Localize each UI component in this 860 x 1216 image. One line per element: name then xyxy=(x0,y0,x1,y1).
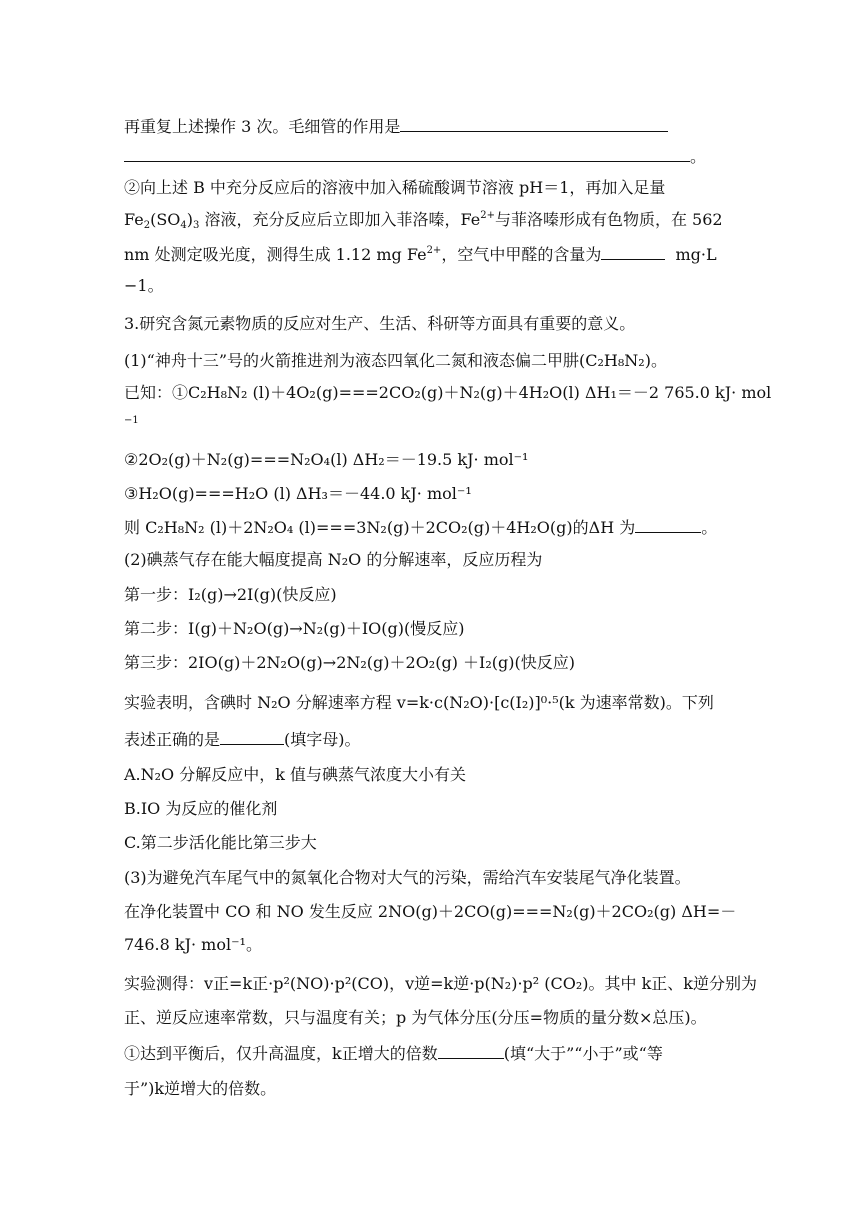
text-line: 746.8 kJ· mol⁻¹。 xyxy=(124,935,262,954)
option-a: A.N₂O 分解反应中，k 值与碘蒸气浓度大小有关 xyxy=(124,765,467,784)
text-line: 第一步：I₂(g)→2I(g)(快反应) xyxy=(124,585,337,604)
text-line: 正、逆反应速率常数，只与温度有关；p 为气体分压(分压=物质的量分数×总压)。 xyxy=(124,1008,707,1027)
text-line: 再重复上述操作 3 次。毛细管的作用是 xyxy=(124,117,668,137)
equation-line: ③H₂O(g)===H₂O (l) ΔH₃＝－44.0 kJ· mol⁻¹ xyxy=(124,484,472,503)
answer-blank[interactable] xyxy=(400,117,668,132)
equation-line: 则 C₂H₈N₂ (l)＋2N₂O₄ (l)===3N₂(g)＋2CO₂(g)＋4H₂O(g)的ΔH 为 。 xyxy=(124,518,718,537)
option-b: B.IO 为反应的催化剂 xyxy=(124,799,278,818)
text-line: ①达到平衡后，仅升高温度，k正增大的倍数 (填“大于”“小于”或“等 xyxy=(124,1044,663,1063)
answer-blank[interactable] xyxy=(601,245,665,260)
text-line: 第二步：I(g)＋N₂O(g)→N₂(g)＋IO(g)(慢反应) xyxy=(124,619,465,638)
text-line: (2)碘蒸气存在能大幅度提高 N₂O 的分解速率，反应历程为 xyxy=(124,550,543,569)
text-line: 实验表明，含碘时 N₂O 分解速率方程 v=k·c(N₂O)·[c(I₂)]⁰·⁵(k 为速率常数)。下列 xyxy=(124,693,714,712)
equation-line: ②2O₂(g)＋N₂(g)===N₂O₄(l) ΔH₂＝－19.5 kJ· mol⁻¹ xyxy=(124,450,529,469)
text-line: −1 xyxy=(124,415,139,426)
equation-line: 已知：①C₂H₈N₂ (l)＋4O₂(g)===2CO₂(g)＋N₂(g)＋4H₂O(l) ΔH₁＝－2 765.0 kJ· mol xyxy=(124,383,772,402)
answer-blank[interactable] xyxy=(220,730,284,745)
text-line: 第三步：2IO(g)＋2N₂O(g)→2N₂(g)＋2O₂(g) ＋I₂(g)(快反应) xyxy=(124,653,575,672)
answer-blank[interactable] xyxy=(124,147,690,162)
equation-line: 实验测得：v正=k正·p²(NO)·p²(CO)，v逆=k逆·p(N₂)·p² (CO₂)。其中 k正、k逆分别为 xyxy=(124,974,758,993)
option-c: C.第二步活化能比第三步大 xyxy=(124,833,317,852)
text-line: (3)为避免汽车尾气中的氮氧化合物对大气的污染，需给汽车安装尾气净化装置。 xyxy=(124,868,691,887)
equation-line: 在净化装置中 CO 和 NO 发生反应 2NO(g)＋2CO(g)===N₂(g)＋2CO₂(g) ΔH=－ xyxy=(124,902,737,921)
question-heading: 3.研究含氮元素物质的反应对生产、生活、科研等方面具有重要的意义。 xyxy=(124,314,636,333)
text-line: nm 处测定吸光度，测得生成 1.12 mg $Fe^{2+}$，空气中甲醛的含量为 mg·L xyxy=(124,245,717,264)
text-line: $Fe_2(SO_4)_3$ 溶液，充分反应后立即加入菲洛嗪，$Fe^{2+}$与菲洛嗪形成有色物质，在 562 xyxy=(124,210,723,231)
text-line: ②向上述 B 中充分反应后的溶液中加入稀硫酸调节溶液 pH＝1，再加入足量 xyxy=(124,178,666,197)
text-line: 于”)k逆增大的倍数。 xyxy=(124,1079,277,1098)
text-line: 。 xyxy=(124,147,706,167)
text-line: 表述正确的是 (填字母)。 xyxy=(124,730,361,749)
answer-blank[interactable] xyxy=(438,1044,504,1059)
text-line: −1。 xyxy=(124,276,164,295)
text-line: (1)“神舟十三”号的火箭推进剂为液态四氧化二氮和液态偏二甲肼(C₂H₈N₂)。 xyxy=(124,351,667,370)
answer-blank[interactable] xyxy=(635,518,701,533)
